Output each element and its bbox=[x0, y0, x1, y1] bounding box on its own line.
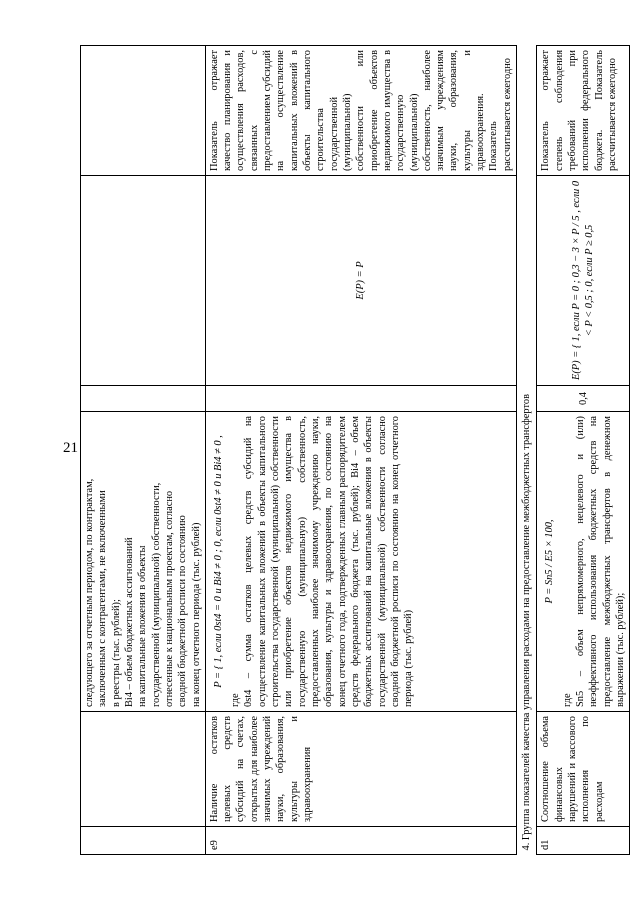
table-row-continued bbox=[81, 46, 206, 855]
cell-method bbox=[537, 412, 630, 712]
indicators-table bbox=[80, 45, 630, 855]
cell-method bbox=[81, 412, 206, 712]
cell-code: е9 bbox=[205, 827, 516, 855]
cell-weight: 0,4 bbox=[537, 386, 630, 412]
method-line: следующего за отчетным периодом, по контрактам, bbox=[84, 478, 95, 707]
method-line: государственной (муниципальной) собственности, bbox=[150, 482, 162, 707]
table-row-e9 bbox=[205, 46, 516, 855]
method-text: Sn5 – объем непрямомерного, нецелевого и (или) неэффективного использования бюджетных средств на предоставление межбюджетных трансфертов в денежном выражении (тыс. рублей); bbox=[574, 416, 626, 707]
method-text: 0st4 – сумма остатков целевых средств субсидий на осуществление капитальных вложений в объекты капитального строительства государственной (муниципальной) собственности или приобретение объектов недвижимого имущества в государственную (муниципальную) собственность, предоставленных наиболее значимому учреждению науки, образования, культуры и здравоохранения, по состоянию на конец отчетного года, подтвержденных главным распорядителем средств федерального бюджета (тыс. рублей); Bi4 – объем бюджетных ассигнований на капитальные вложения в объекты государственной (муниципальной) собственности согласно сводной бюджетной росписи по состоянию на конец отчетного периода (тыс. рублей) bbox=[243, 416, 415, 707]
cell-description: Показатель отражает качество планирования и осуществления расходов, связанных с предоставлением субсидий на осуществление капитальных вложений в объекты капитального строительства государственной (муниципальной) собственности или приобретение объектов недвижимого имущества в государственную (муниципальной) собственность, наиболее значимым учреждениям науки, образования, культуры и здравоохранения. Показатель рассчитывается ежегодно bbox=[205, 46, 516, 176]
cell-description: Показатель отражает степень соблюдения требований при исполнении федерального бюджета. Показатель рассчитывается ежегодно bbox=[537, 46, 630, 176]
table-row-d1 bbox=[537, 46, 630, 855]
method-line: сводной бюджетной росписи по состоянию bbox=[177, 515, 189, 707]
where-label: где bbox=[230, 693, 242, 707]
cell-code bbox=[81, 827, 206, 855]
cell-method bbox=[205, 412, 516, 712]
section-header-row bbox=[517, 46, 537, 855]
cell-name bbox=[81, 712, 206, 827]
cell-name: Наличие остатков целевых средств субсидий на счетах, открытых для наиболее значимых учреждений науки, образования, культуры и здравоохранения bbox=[205, 712, 516, 827]
where-label: где bbox=[561, 693, 573, 707]
cell-value-formula bbox=[81, 176, 206, 386]
formula: P = Sn5 / E5 × 100, bbox=[544, 519, 556, 604]
method-line: на конец отчетного периода (тыс. рублей) bbox=[190, 522, 202, 707]
method-line: в реестры (тыс. рублей); bbox=[110, 599, 122, 707]
method-line: на капитальные вложения в объекты bbox=[137, 545, 149, 707]
cell-weight bbox=[205, 386, 516, 412]
method-line: отнесенные к национальным проектам, согласно bbox=[163, 490, 175, 707]
cell-value-formula: E(P) = P bbox=[205, 176, 516, 386]
method-line: заключенным с контрагентами, не включенными bbox=[97, 490, 109, 707]
section-header: 4. Группа показателей качества управления расходами на предоставление межбюджетных трансфертов bbox=[517, 46, 537, 855]
formula: P = { 1, если 0st4 = 0 и Bi4 ≠ 0 ; 0, если 0st4 ≠ 0 и Bi4 ≠ 0 , bbox=[212, 435, 224, 688]
cell-weight bbox=[81, 386, 206, 412]
cell-code: d1 bbox=[537, 827, 630, 855]
method-line: Bi4 – объем бюджетных ассигнований bbox=[123, 537, 135, 707]
cell-description bbox=[81, 46, 206, 176]
cell-value-formula: E(P) = { 1, если P = 0 ; 0,3 − 3 × P / 5 , если 0 < P < 0,5 ; 0, если P ≥ 0,5 bbox=[537, 176, 630, 386]
cell-name: Соотношение объема финансовых нарушений и кассового исполнения по расходам bbox=[537, 712, 630, 827]
page-number: 21 bbox=[63, 440, 78, 456]
rotated-table-container bbox=[80, 45, 626, 855]
